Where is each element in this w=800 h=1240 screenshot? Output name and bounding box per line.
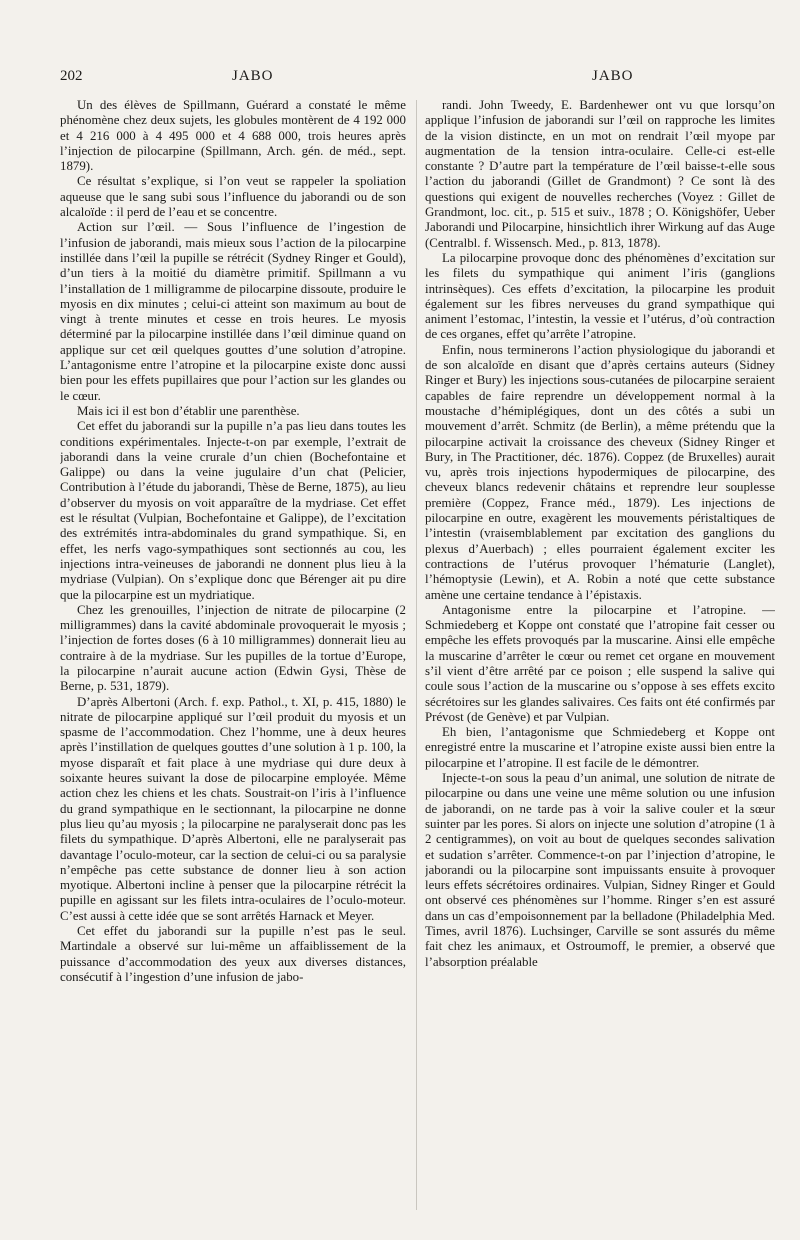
running-header	[0, 68, 800, 88]
paragraph: randi. John Tweedy, E. Bardenhewer ont vu que lorsqu’on applique l’infusion de jaborandi sur l’œil on rapproche les limites de la vision distincte, en un mot on rendrait l’œil myope par augmentation de la tension intra-oculaire. Celle-ci est-elle constante ? D’autre part la température de l’œil baisse-t-elle sous l’action du jaborandi (Gillet de Grandmont) ? Ce sont là des questions qui exigent de nouvelles recherches (Voyez : Gillet de Grandmont, loc. cit., p. 515 et suiv., 1878 ; O. Königshöfer, Ueber Jaborandi und Pilocarpine, hinsichtlich ihrer Wirkung auf das Auge (Centralbl. f. Wissensch. Med., p. 813, 1878).	[425, 98, 775, 250]
paragraph: D’après Albertoni (Arch. f. exp. Pathol., t. XI, p. 415, 1880) le nitrate de pilocarpine appliqué sur l’œil produit du myosis et un spasme de l’accommodation. Chez l’homme, une à deux heures après l’instillation de quelques gouttes d’une solution à 1 p. 100, la myose disparaît et fait place à une mydriase qui dure deux à soixante heures suivant la dose de pilocarpine employée. Même action chez les chiens et les chats. Soustrait-on l’iris à l’influence du grand sympathique en le sectionnant, la pilocarpine ne donne plus lieu qu’au myosis ; la pilocarpine ne paralyserait donc pas les filets du sympathique. D’après Albertoni, elle ne paralyserait pas davantage l’oculo-moteur, car la section de celui-ci ou sa paralysie n’empêche pas cette substance de donner lieu à son action myotique. Albertoni incline à penser que la pilocarpine rétrécit la pupille en agissant sur les filets intra-oculaires de l’oculo-moteur. C’est aussi à cette idée que se sont arrêtés Harnack et Meyer.	[60, 694, 406, 923]
paragraph: Injecte-t-on sous la peau d’un animal, une solution de nitrate de pilocarpine ou dans une veine une même solution ou une infusion de jaborandi, on ne tarde pas à voir la salive couler et la sœur suinter par les pores. Si alors on injecte une solution d’atropine (1 à 2 centigrammes), on voit au bout de quelques secondes salivation et sudation s’arrêter. Commence-t-on par l’injection d’atropine, le jaborandi ou la pilocarpine sont impuissants ensuite à provoquer leurs effets sécrétoires ordinaires. Vulpian, Sidney Ringer et Gould ont observé ces phénomènes sur l’homme. Ringer s’en est assuré dans un cas d’empoisonnement par la belladone (Philadelphia Med. Times, avril 1876). Luchsinger, Carville se sont assurés du même fait chez les animaux, et Ostroumoff, le premier, a observé que l’absorption préalable	[425, 771, 775, 969]
paragraph: Eh bien, l’antagonisme que Schmiedeberg et Koppe ont enregistré entre la muscarine et l’atropine existe aussi bien entre la pilocarpine et l’atropine. Il est facile de le démontrer.	[425, 725, 775, 770]
paragraph: Enfin, nous terminerons l’action physiologique du jaborandi et de son alcaloïde en disant que d’après certains auteurs (Sidney Ringer et Bury) les injections sous-cutanées de pilocarpine seraient capables de faire reprendre un développement normal à la moustache d’hémiplégiques, dont un des côtés a subi un mouvement d’arrêt. Schmitz (de Berlin), a même prétendu que la pilocarpine activait la croissance des cheveux (Sidney Ringer et Bury, in The Practitioner, déc. 1876). Coppez (de Bruxelles) aurait vu, après trois injections hypodermiques de pilocarpine, des cheveux blancs redevenir châtains et reprendre leur souplesse première (Coppez, France méd., 1879). Les injections de pilocarpine en outre, exagèrent les mouvements péristaltiques de l’intestin (vraisemblablement par excitation des ganglions du plexus d’Auerbach) ; elles pourraient également exciter les contractions de l’utérus provoquer l’hématurie (Langlet), l’hémoptysie (Lewin), et A. Robin a noté que cette substance amène une certaine tendance à l’épistaxis.	[425, 342, 775, 602]
column-divider	[416, 100, 417, 1210]
paragraph: Cet effet du jaborandi sur la pupille n’est pas le seul. Martindale a observé sur lui-même un affaiblissement de la puissance d’accommodation des yeux aux diverses distances, consécutif à l’ingestion d’une infusion de jabo-	[60, 924, 406, 984]
paragraph: Mais ici il est bon d’établir une parenthèse.	[77, 403, 300, 418]
running-head-left: JABO	[232, 68, 274, 84]
running-head-right: JABO	[592, 68, 634, 84]
right-column	[425, 98, 775, 1218]
paragraph: Chez les grenouilles, l’injection de nitrate de pilocarpine (2 milligrammes) dans la cavité abdominale provoquerait le myosis ; l’injection de fortes doses (6 à 10 milligrammes) donnerait lieu au contraire à de la mydriase. Sur les pupilles de la tortue d’Europe, la pilocarpine n’aurait aucune action (Edwin Gysi, Thèse de Berne, p. 531, 1879).	[60, 602, 406, 694]
paragraph: Action sur l’œil. — Sous l’influence de l’ingestion de l’infusion de jaborandi, mais mieux sous l’action de la pilocarpine instillée dans l’œil la pupille se rétrécit (Sydney Ringer et Gould), d’un tiers à la moitié du diamètre primitif. Spillmann a vu l’installation de 1 milligramme de pilocarpine dissoute, produire le myosis en dix minutes ; celui-ci atteint son maximum au bout de vingt à trente minutes et cesse en trois heures. Le myosis déterminé par la pilocarpine instillée dans l’œil diminue quand on applique sur cet œil quelques gouttes d’une solution d’atropine. L’antagonisme entre l’atropine et la pilocarpine existe donc aussi bien pour les effets pupillaires que pour l’action sur les glandes ou le cœur.	[60, 220, 406, 403]
paragraph: Cet effet du jaborandi sur la pupille n’a pas lieu dans toutes les conditions expérimentales. Injecte-t-on par exemple, l’extrait de jaborandi dans la veine crurale d’un chien (Bochefontaine et Galippe) ou dans la veine jugulaire d’un chat (Pelicier, Contribution à l’étude du jaborandi, Thèse de Berne, 1875), au lieu d’observer du myosis on voit apparaître de la mydriase. Cet effet est le résultat (Vulpian, Bochefontaine et Galippe), de l’excitation des extrémités intra-abdominales du grand sympathique. Si, en effet, les nerfs vago-sympathiques sont sectionnés au cou, les injections intra-veineuses de jaborandi ne donnent plus lieu à la mydriase (Vulpian). On s’explique donc que Bérenger ait pu dire que la pilocarpine est un mydriatique.	[60, 419, 406, 602]
paragraph: Ce résultat s’explique, si l’on veut se rappeler la spoliation aqueuse que le sang subi sous l’influence du jaborandi ou de son alcaloïde : il perd de l’eau et se concentre.	[60, 174, 406, 220]
left-column	[60, 98, 406, 1218]
paragraph: La pilocarpine provoque donc des phénomènes d’excitation sur les filets du sympathique qui animent l’iris (ganglions intrinsèques). Ces effets d’excitation, la pilocarpine les produit également sur les fibres nerveuses du grand sympathique qui animent l’estomac, l’intestin, la vessie et l’utérus, d’où contraction de ces organes, effet qu’arrête l’atropine.	[425, 250, 775, 342]
paragraph: Antagonisme entre la pilocarpine et l’atropine. — Schmiedeberg et Koppe ont constaté que l’atropine fait cesser ou empêche les effets provoqués par la muscarine. Ainsi elle empêche la muscarine d’arrêter le cœur ou remet cet organe en mouvement s’il vient d’être arrêté par ce poison ; elle suspend la salive qui coule sous l’action de la muscarine ou s’oppose à ses effets excito sécrétoires sur les glandes salivaires. Ces faits ont été confirmés par Prévost (de Genève) et par Vulpian.	[425, 602, 775, 724]
paragraph: Un des élèves de Spillmann, Guérard a constaté le même phénomène chez deux sujets, les globules montèrent de 4 192 000 et 4 216 000 à 4 495 000 et 4 688 000, trois heures après l’injection de pilocarpine (Spillmann, Arch. gén. de méd., sept. 1879).	[60, 98, 406, 174]
page-number: 202	[60, 68, 83, 84]
